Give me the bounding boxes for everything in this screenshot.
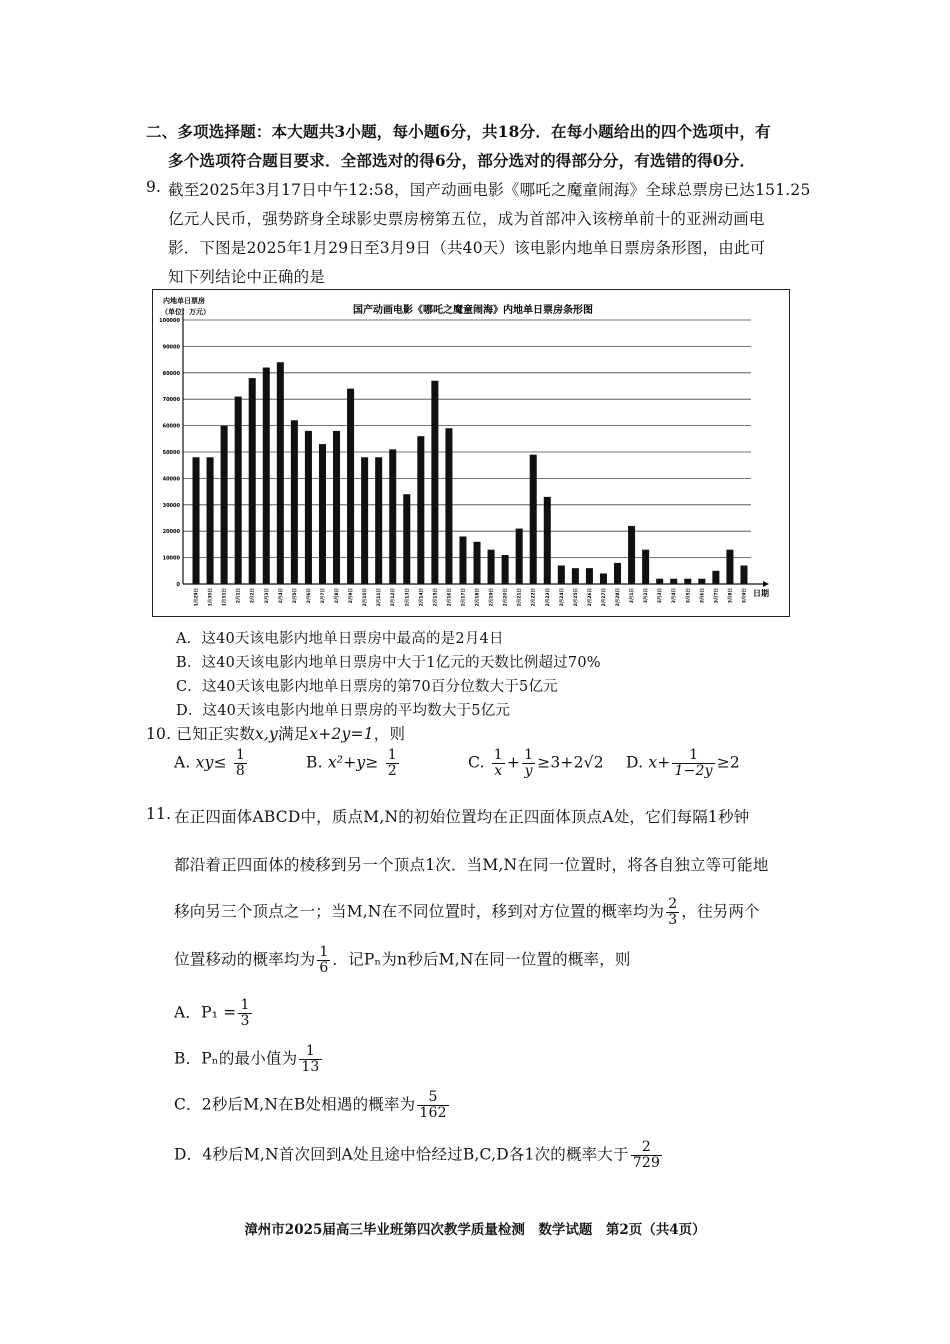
x-tick-label: 2月11日 xyxy=(377,588,383,607)
x-tick-label: 2月16日 xyxy=(447,588,453,607)
q11-d-text: D．4秒后M,N首次回到A处且途中恰经过B,C,D各1次的概率大于 xyxy=(174,1145,629,1164)
chart-bar xyxy=(642,550,649,584)
x-tick-label: 3月2日 xyxy=(644,588,650,604)
q11-option-a xyxy=(174,998,254,1029)
chart-ylabel-line1: 内地单日票房 xyxy=(163,297,205,305)
q11-option-c xyxy=(174,1090,451,1121)
q10-option-b xyxy=(306,748,401,779)
q11-a-text: A．P₁ = xyxy=(174,1003,237,1022)
q11-b-fraction xyxy=(299,1044,321,1075)
x-tick-label: 2月27日 xyxy=(601,588,607,607)
x-tick-label: 3月8日 xyxy=(728,588,734,604)
chart-bar xyxy=(235,397,242,584)
q9-line4: 知下列结论中正确的是 xyxy=(168,268,326,286)
chart-bar xyxy=(319,444,326,584)
x-tick-label: 2月19日 xyxy=(489,588,495,607)
x-tick-label: 2月25日 xyxy=(573,588,579,607)
x-tick-label: 2月5日 xyxy=(292,588,298,604)
q11-b-den: 13 xyxy=(301,1059,320,1075)
x-tick-label: 3月1日 xyxy=(630,588,636,604)
chart-bar xyxy=(431,381,438,584)
x-tick-label: 2月20日 xyxy=(503,588,509,607)
q9-option-d: D．这40天该电影内地单日票房的平均数大于5亿元 xyxy=(176,703,511,719)
q11-c-num: 5 xyxy=(417,1090,448,1106)
q11-b-num: 1 xyxy=(299,1044,321,1060)
chart-bar xyxy=(347,389,354,584)
q11-line4 xyxy=(174,945,631,976)
x-tick-label: 2月12日 xyxy=(391,588,397,607)
q11-c-den: 162 xyxy=(419,1105,447,1121)
q11-line4-post: ．记Pₙ为n秒后M,N在同一位置的概率，则 xyxy=(332,950,631,969)
q10-b-num: 1 xyxy=(387,747,397,763)
x-tick-label: 2月24日 xyxy=(559,588,565,607)
x-axis-arrow xyxy=(763,581,769,587)
q10-c-label: C. xyxy=(468,753,485,772)
q10-d-label: D. xyxy=(626,753,644,772)
q10-c-den2: y xyxy=(524,763,533,779)
x-tick-label: 2月8日 xyxy=(335,588,341,604)
chart-bar xyxy=(361,457,368,584)
chart-bar xyxy=(375,457,382,584)
section-header-line1: 二、多项选择题：本大题共3小题，每小题6分，共18分．在每小题给出的四个选项中，有 xyxy=(146,122,771,141)
q10-vars: x,y xyxy=(254,725,278,743)
chart-bar xyxy=(249,378,256,584)
chart-bar xyxy=(670,579,677,584)
q10-option-d xyxy=(626,748,740,779)
chart-bar xyxy=(614,563,621,584)
x-tick-label: 1月31日 xyxy=(222,588,228,607)
x-tick-label: 2月6日 xyxy=(306,588,312,604)
y-tick-label: 20000 xyxy=(162,529,180,536)
chart-ylabel-line2: （单位：万元） xyxy=(161,308,210,316)
q11-a-fraction xyxy=(238,998,251,1029)
chart-bar xyxy=(291,420,298,584)
x-tick-label: 1月29日 xyxy=(194,588,200,607)
q10-b-label: B. xyxy=(306,753,323,772)
q10-number: 10. xyxy=(146,725,172,743)
x-tick-label: 2月7日 xyxy=(320,588,326,604)
y-tick-label: 80000 xyxy=(162,370,180,377)
q11-d-fraction xyxy=(631,1140,662,1171)
q10-b-fraction xyxy=(386,748,399,779)
y-tick-label: 10000 xyxy=(162,555,180,562)
q10-c-fraction2 xyxy=(522,748,535,779)
q11-line3-post: ，往另两个 xyxy=(681,902,760,921)
chart-bar xyxy=(628,526,635,584)
q9-option-a: A．这40天该电影内地单日票房中最高的是2月4日 xyxy=(176,631,504,647)
chart-tick-labels xyxy=(159,318,747,606)
q9-option-c: C．这40天该电影内地单日票房的第70百分位数大于5亿元 xyxy=(176,679,558,695)
x-tick-label: 3月9日 xyxy=(742,588,748,604)
q10-d-den: 1−2y xyxy=(674,763,713,779)
x-tick-label: 2月23日 xyxy=(545,588,551,607)
q11-line4-pre: 位置移动的概率均为 xyxy=(174,950,316,969)
q11-a-num: 1 xyxy=(240,997,250,1013)
chart-bar xyxy=(305,431,312,584)
q9-number: 9. xyxy=(146,178,162,196)
q11-line4-num: 1 xyxy=(319,944,329,960)
q10-stem-post: ，则 xyxy=(373,725,406,743)
q11-option-d xyxy=(174,1140,664,1171)
q11-d-den: 729 xyxy=(632,1155,661,1171)
x-tick-label: 2月18日 xyxy=(475,588,481,607)
x-tick-label: 2月1日 xyxy=(236,588,242,604)
y-tick-label: 60000 xyxy=(162,423,180,430)
x-tick-label: 2月13日 xyxy=(405,588,411,607)
x-tick-label: 2月10日 xyxy=(363,588,369,607)
q11-c-fraction xyxy=(417,1090,448,1121)
q10-option-c xyxy=(468,748,604,779)
chart-bar xyxy=(474,542,481,584)
q10-d-num: 1 xyxy=(672,748,714,764)
q10-c-num2: 1 xyxy=(524,747,534,763)
chart-bar xyxy=(544,497,551,584)
x-tick-label: 3月7日 xyxy=(714,588,720,604)
chart-bar xyxy=(516,529,523,584)
chart-bars xyxy=(193,362,748,584)
q10-c-den1: x xyxy=(494,763,503,779)
x-tick-label: 2月4日 xyxy=(278,588,284,604)
chart-bar xyxy=(403,494,410,584)
q11-line1: 在正四面体ABCD中，质点M,N的初始位置均在正四面体顶点A处，它们每隔1秒钟 xyxy=(174,808,750,826)
chart-bar xyxy=(502,555,509,584)
q10-d-rest: ≥2 xyxy=(716,753,740,772)
q11-line4-fraction xyxy=(317,945,330,976)
x-tick-label: 2月28日 xyxy=(616,588,622,607)
q10-b-den: 2 xyxy=(387,763,397,779)
q11-b-text: B．Pₙ的最小值为 xyxy=(174,1049,298,1068)
box-office-chart xyxy=(152,289,790,617)
x-tick-label: 2月14日 xyxy=(419,588,425,607)
chart-bar xyxy=(389,449,396,584)
q11-c-text: C．2秒后M,N在B处相遇的概率为 xyxy=(174,1095,416,1114)
chart-bar xyxy=(572,568,579,584)
y-tick-label: 100000 xyxy=(159,318,180,324)
y-tick-label: 40000 xyxy=(162,476,180,483)
q9-line2: 亿元人民币，强势跻身全球影史票房榜第五位，成为首部冲入该榜单前十的亚洲动画电 xyxy=(168,210,765,228)
q11-line3 xyxy=(174,897,760,928)
chart-bar xyxy=(263,368,270,584)
q11-number: 11. xyxy=(146,805,172,823)
chart-bar xyxy=(712,571,719,584)
q10-a-label: A. xyxy=(174,753,191,772)
x-tick-label: 2月21日 xyxy=(517,588,523,607)
q10-c-num1: 1 xyxy=(493,747,503,763)
q10-equation: x+2y=1 xyxy=(309,725,374,743)
q11-line2: 都沿着正四面体的棱移到另一个顶点1次．当M,N在同一位置时，将各自独立等可能地 xyxy=(174,856,769,874)
y-tick-label: 70000 xyxy=(162,397,180,404)
chart-bar xyxy=(193,457,200,584)
chart-xlabel: 日期 xyxy=(753,589,769,598)
q10-a-den: 8 xyxy=(235,763,246,779)
q10-option-a xyxy=(174,748,249,779)
chart-bar xyxy=(740,566,747,584)
x-tick-label: 1月30日 xyxy=(208,588,214,607)
q11-line3-fraction xyxy=(666,897,679,928)
chart-bar xyxy=(684,579,691,584)
q10-stem-mid: 满足 xyxy=(277,725,310,743)
page-footer: 漳州市2025届高三毕业班第四次教学质量检测 数学试题 第2页（共4页） xyxy=(244,1222,706,1238)
q9-option-b: B．这40天该电影内地单日票房中大于1亿元的天数比例超过70% xyxy=(176,655,601,671)
q11-line3-num: 2 xyxy=(668,896,678,912)
chart-bar xyxy=(445,428,452,584)
q10-d-pre: x+ xyxy=(648,753,671,772)
section-header-line2: 多个选项符合题目要求．全部选对的得6分，部分选对的得部分分，有选错的得0分． xyxy=(168,151,756,170)
chart-bar xyxy=(221,426,228,584)
q11-line3-den: 3 xyxy=(668,912,678,928)
chart-bar xyxy=(656,579,663,584)
q10-d-fraction xyxy=(672,748,714,779)
chart-bar xyxy=(600,573,607,584)
chart-bar xyxy=(586,568,593,584)
q11-line3-pre: 移向另三个顶点之一；当M,N在不同位置时，移到对方位置的概率均为 xyxy=(174,902,665,921)
x-tick-label: 2月3日 xyxy=(264,588,270,604)
chart-bar xyxy=(277,362,284,584)
x-tick-label: 3月4日 xyxy=(672,588,678,604)
q11-option-b xyxy=(174,1044,324,1075)
x-tick-label: 3月6日 xyxy=(700,588,706,604)
chart-bar xyxy=(698,579,705,584)
q10-a-expr: xy≤ xyxy=(195,753,227,772)
x-tick-label: 2月17日 xyxy=(461,588,467,607)
chart-bar xyxy=(530,455,537,584)
chart-svg xyxy=(153,290,788,615)
q10-a-fraction xyxy=(234,748,247,779)
q10-stem-pre: 已知正实数 xyxy=(176,725,255,743)
q10-c-plus: + xyxy=(506,753,521,772)
q10-b-expr: x²+y≥ xyxy=(327,753,379,772)
q10-stem xyxy=(146,722,405,744)
x-tick-label: 2月2日 xyxy=(250,588,256,604)
q9-line3: 影．下图是2025年1月29日至3月9日（共40天）该电影内地单日票房条形图，由此可 xyxy=(168,239,766,257)
q11-a-den: 3 xyxy=(240,1013,250,1029)
chart-bar xyxy=(558,566,565,584)
chart-bar xyxy=(417,436,424,584)
y-tick-label: 30000 xyxy=(162,502,180,509)
chart-title: 国产动画电影《哪吒之魔童闹海》内地单日票房条形图 xyxy=(353,305,593,316)
x-tick-label: 2月26日 xyxy=(587,588,593,607)
y-tick-label: 50000 xyxy=(162,450,180,456)
x-tick-label: 2月22日 xyxy=(531,588,537,607)
q10-c-rest: ≥3+2√2 xyxy=(537,753,604,772)
x-tick-label: 3月3日 xyxy=(658,588,664,604)
q11-line4-den: 6 xyxy=(319,960,329,976)
q10-a-num: 1 xyxy=(235,747,246,763)
y-tick-label: 0 xyxy=(176,582,180,588)
chart-bar xyxy=(333,431,340,584)
chart-bar xyxy=(459,536,466,584)
q9-line1: 截至2025年3月17日中午12:58，国产动画电影《哪吒之魔童闹海》全球总票房已达151.25 xyxy=(168,181,811,199)
q10-c-fraction1 xyxy=(492,748,505,779)
x-tick-label: 3月5日 xyxy=(686,588,692,604)
chart-bar xyxy=(207,457,214,584)
y-tick-label: 90000 xyxy=(162,344,180,351)
chart-bar xyxy=(488,550,495,584)
q11-d-num: 2 xyxy=(631,1140,662,1156)
x-tick-label: 2月15日 xyxy=(433,588,439,607)
x-tick-label: 2月9日 xyxy=(349,588,355,604)
chart-bar xyxy=(726,550,733,584)
